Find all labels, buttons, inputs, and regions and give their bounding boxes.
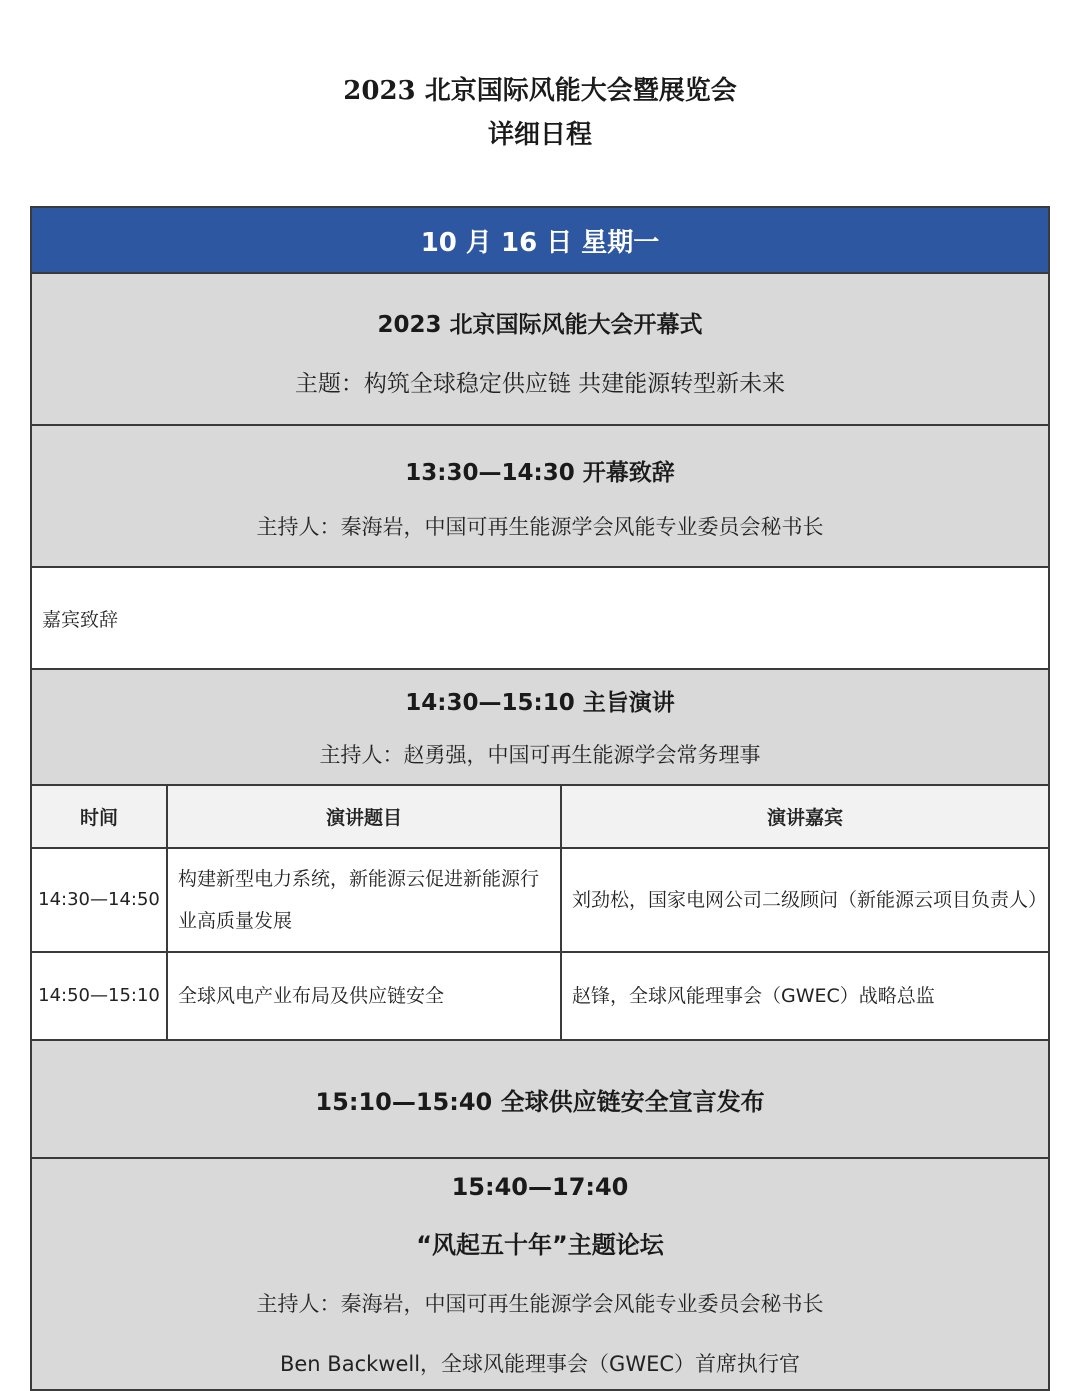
talk-time: 14:30—14:50	[32, 848, 167, 952]
talk-time: 14:50—15:10	[32, 952, 167, 1040]
table-row	[32, 848, 1048, 952]
talk-speaker: 赵锋，全球风能理事会（GWEC）战略总监	[561, 952, 1048, 1040]
column-header-topic: 演讲题目	[167, 786, 561, 848]
column-header-speaker: 演讲嘉宾	[561, 786, 1048, 848]
keynote-section	[32, 670, 1048, 786]
table-row	[32, 952, 1048, 1040]
forum-guest: Ben Backwell，全球风能理事会（GWEC）首席执行官	[279, 1352, 801, 1376]
forum-host: 主持人：秦海岩，中国可再生能源学会风能专业委员会秘书长	[256, 1292, 824, 1316]
forum-title: “风起五十年”主题论坛	[416, 1231, 664, 1259]
table-header-row	[32, 786, 1048, 848]
opening-speech-section	[32, 426, 1048, 568]
opening-speech-title: 13:30—14:30 开幕致辞	[405, 460, 675, 486]
keynote-talks-table	[32, 786, 1048, 1041]
document-title: 2023 北京国际风能大会暨展览会	[343, 76, 737, 106]
opening-speech-host: 主持人：秦海岩，中国可再生能源学会风能专业委员会秘书长	[256, 515, 824, 539]
column-header-time: 时间	[32, 786, 167, 848]
talk-topic: 构建新型电力系统，新能源云促进新能源行业高质量发展	[167, 848, 561, 952]
opening-ceremony-section	[32, 274, 1048, 426]
guest-speech-row: 嘉宾致辞	[32, 568, 1048, 670]
document-subtitle: 详细日程	[487, 120, 592, 150]
talk-topic: 全球风电产业布局及供应链安全	[167, 952, 561, 1040]
opening-ceremony-title: 2023 北京国际风能大会开幕式	[377, 312, 703, 338]
date-header: 10 月 16 日 星期一	[32, 208, 1048, 274]
talk-speaker: 刘劲松，国家电网公司二级顾问（新能源云项目负责人）	[561, 848, 1048, 952]
declaration-title: 15:10—15:40 全球供应链安全宣言发布	[315, 1087, 765, 1116]
schedule-table	[30, 206, 1050, 1391]
opening-ceremony-theme: 主题：构筑全球稳定供应链 共建能源转型新未来	[294, 371, 786, 397]
forum-section	[32, 1159, 1048, 1389]
forum-time: 15:40—17:40	[451, 1173, 629, 1201]
declaration-section	[32, 1041, 1048, 1159]
keynote-title: 14:30—15:10 主旨演讲	[405, 690, 675, 716]
keynote-host: 主持人：赵勇强，中国可再生能源学会常务理事	[319, 743, 761, 767]
